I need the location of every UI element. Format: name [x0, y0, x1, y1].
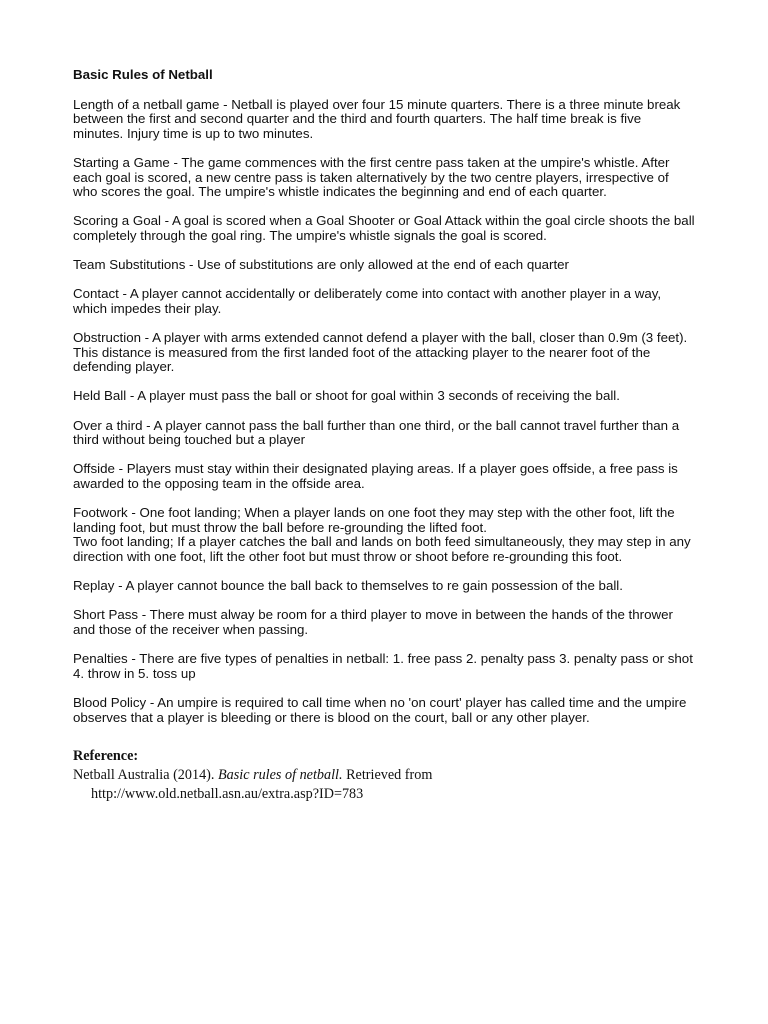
paragraph-obstruction: Obstruction - A player with arms extended cannot defend a player with the ball, closer than 0.9m (3 feet). This distance is measured from the first landed foot of the attacking player to the nearer foot of the defending player. [73, 330, 688, 375]
paragraph-offside: Offside - Players must stay within their designated playing areas. If a player goes offside, a free pass is awarded to the opposing team in the offside area. [73, 461, 678, 492]
document-body [73, 68, 695, 804]
reference-heading: Reference: [73, 748, 139, 765]
reference-url: http://www.old.netball.asn.au/extra.asp?ID=783 [91, 786, 364, 803]
paragraph-short-pass: Short Pass - There must alway be room for a third player to move in between the hands of the thrower and those of the receiver when passing. [73, 607, 673, 637]
paragraph-penalties: Penalties - There are five types of penalties in netball: 1. free pass 2. penalty pass 3. penalty pass or shot 4. throw in 5. toss up [73, 651, 693, 681]
paragraph-game-length: Length of a netball game - Netball is played over four 15 minute quarters. There is a three minute break between the first and second quarter and the third and fourth quarters. The half time break is five minutes. Injury time is up to two minutes. [73, 96, 681, 141]
page-title: Basic Rules of Netball [73, 67, 213, 82]
reference-section [73, 747, 695, 804]
paragraph-scoring-goal: Scoring a Goal - A goal is scored when a Goal Shooter or Goal Attack within the goal circle shoots the ball completely through the goal ring. The umpire's whistle signals the goal is scored. [73, 213, 695, 243]
reference-citation [73, 766, 695, 785]
paragraph-starting-game: Starting a Game - The game commences with the first centre pass taken at the umpire's whistle. After each goal is scored, a new centre pass is taken alternatively by the two centre players, irrespective of who scores the goal. The umpire's whistle indicates the beginning and end of each quarter. [73, 154, 670, 200]
reference-author-year: Netball Australia (2014). [73, 767, 218, 784]
paragraph-blood-policy: Blood Policy - An umpire is required to call time when no 'on court' player has called time and the umpire observes that a player is bleeding or there is blood on the court, ball or any other player. [73, 694, 687, 725]
paragraph-replay: Replay - A player cannot bounce the ball back to themselves to re gain possession of the ball. [73, 578, 623, 594]
reference-title: Basic rules of netball. [218, 767, 343, 784]
paragraph-substitutions: Team Substitutions - Use of substitutions are only allowed at the end of each quarter [73, 257, 569, 273]
paragraph-held-ball: Held Ball - A player must pass the ball or shoot for goal within 3 seconds of receiving the ball. [73, 388, 620, 404]
reference-retrieved: Retrieved from [342, 767, 433, 784]
paragraph-over-a-third: Over a third - A player cannot pass the ball further than one third, or the ball cannot travel further than a third without being touched but a player [73, 417, 680, 448]
paragraph-contact: Contact - A player cannot accidentally or deliberately come into contact with another player in a way, which impedes their play. [73, 286, 662, 316]
paragraph-footwork: Footwork - One foot landing; When a player lands on one foot they may step with the other foot, lift the landing foot, but must throw the ball before re-grounding the lifted foot. Two foot landing; If a player catches the ball and lands on both feed simultaneously, they may step in any direction with one foot, lift the other foot but must throw or shoot before re-grounding this foot. [73, 505, 691, 564]
